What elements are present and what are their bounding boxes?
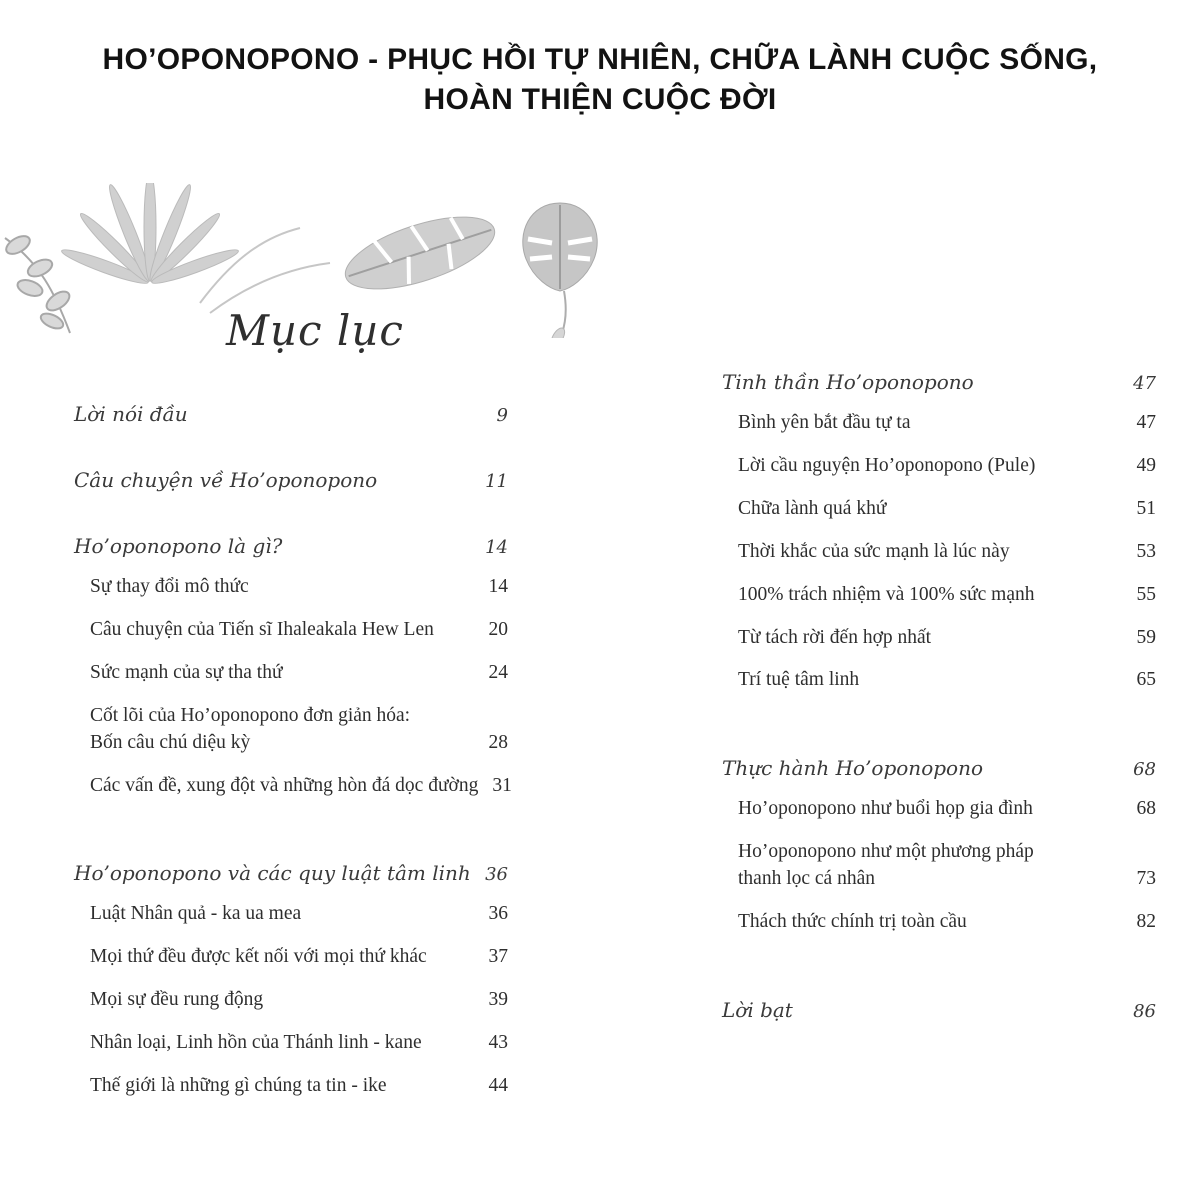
toc-entry-label [738,453,1035,480]
toc-section-items [74,574,512,799]
toc-entry-label [738,839,1034,893]
toc-entry [738,796,1156,823]
toc-entry-page-number: 55 [1136,583,1156,605]
toc-entry-page-number: 44 [488,1075,508,1097]
toc-section [722,998,1156,1022]
toc-section-items [722,796,1156,936]
toc-entry [90,1073,508,1100]
toc-entry-page-number: 73 [1136,868,1156,890]
toc-section-page-number: 86 [1133,1000,1156,1022]
toc-section [74,861,508,1100]
toc-section-label: Lời nói đầu [74,402,188,426]
toc-entry [90,574,508,601]
toc-section-page-number: 14 [485,537,508,558]
toc-entry [90,703,508,757]
toc-heading: Mục lục [226,306,404,355]
toc-entry-line: 100% trách nhiệm và 100% sức mạnh [738,583,1035,605]
toc-entry-page-number: 53 [1136,540,1156,562]
toc-entry-line: Luật Nhân quả - ka ua mea [90,903,302,925]
toc-entry-page-number: 36 [488,903,508,925]
toc-entry [90,660,508,687]
toc-entry-label [90,1030,422,1057]
toc-entry [90,1030,508,1057]
toc-entry [738,582,1156,609]
toc-section-page-number: 47 [1133,373,1156,394]
toc-entry-line: Thời khắc của sức mạnh là lúc này [738,540,1010,562]
toc-entry-page-number: 14 [488,576,508,597]
toc-entry-line: Mọi thứ đều được kết nối với mọi thứ khác [90,946,427,968]
toc-entry-line: Sức mạnh của sự tha thứ [90,661,283,683]
toc-entry-line: Cốt lõi của Ho’oponopono đơn giản hóa: [90,704,411,726]
toc-entry-label [738,496,886,523]
toc-section-heading [74,534,508,558]
toc-entry-label [90,773,478,800]
toc-entry [738,410,1156,437]
page-title-line1: HO’OPONOPONO - PHỤC HỒI TỰ NHIÊN, CHỮA LÀNH CUỘC SỐNG, [102,43,1098,76]
toc-entry [738,539,1156,566]
toc-section-label: Thực hành Ho’oponopono [722,756,983,781]
toc-entry-line: Ho’oponopono như một phương pháp [738,841,1034,863]
toc-entry [90,773,512,800]
toc-entry-page-number: 43 [488,1032,508,1054]
toc-entry-page-number: 65 [1136,669,1156,691]
toc-entry-page-number: 31 [492,774,512,796]
toc-section-heading [74,402,508,426]
toc-section-label: Tinh thần Ho’oponopono [722,370,974,394]
toc-section [722,370,1156,694]
toc-entry-label [90,944,427,971]
toc-entry-label [738,539,1010,566]
toc-section-label: Ho’oponopono và các quy luật tâm linh [74,861,471,886]
page-title [0,40,1200,119]
toc-entry-line: Lời cầu nguyện Ho’oponopono (Pule) [738,454,1036,476]
toc-section-page-number: 9 [496,405,508,426]
toc-section-label: Ho’oponopono là gì? [74,534,283,558]
toc-entry-line: Bốn câu chú diệu kỳ [90,731,251,753]
toc-entry [738,839,1156,893]
toc-entry-line: Câu chuyện của Tiến sĩ Ihaleakala Hew Len [90,618,434,640]
toc-section-items [74,901,508,1100]
toc-entry-line: Nhân loại, Linh hồn của Thánh linh - kane [90,1032,422,1054]
toc-section [74,534,512,799]
toc-section-heading [74,861,508,885]
toc-section [722,756,1156,936]
toc-entry-line: thanh lọc cá nhân [738,868,875,890]
toc-entry-line: Thế giới là những gì chúng ta tin - ike [90,1075,387,1097]
toc-entry-label [90,660,283,687]
toc-entry-page-number: 51 [1136,497,1156,519]
toc-entry-line: Từ tách rời đến hợp nhất [738,626,932,648]
toc-entry [90,901,508,928]
toc-entry-line: Thách thức chính trị toàn cầu [738,911,967,933]
toc-section-page-number: 68 [1133,759,1156,781]
toc-entry-label [90,901,301,928]
toc-entry-page-number: 28 [488,731,508,753]
toc-entry-line: Các vấn đề, xung đột và những hòn đá dọc đường [90,774,479,796]
toc-entry-label [90,617,434,644]
toc-section-label: Câu chuyện về Ho’oponopono [74,468,378,492]
toc-entry [90,987,508,1014]
toc-entry-line: Sự thay đổi mô thức [90,576,249,597]
toc-entry [738,667,1156,694]
toc-entry [738,496,1156,523]
toc-entry [90,944,508,971]
toc-entry-label [738,625,931,652]
toc-entry [90,617,508,644]
toc-section-heading [722,370,1156,394]
toc-entry-page-number: 82 [1136,911,1156,933]
toc-entry-page-number: 59 [1136,626,1156,648]
toc-entry-line: Trí tuệ tâm linh [738,669,860,691]
toc-entry-line: Ho’oponopono như buổi họp gia đình [738,798,1033,820]
toc-entry-page-number: 37 [488,946,508,968]
toc-entry-page-number: 68 [1136,798,1156,820]
toc-entry-line: Bình yên bắt đầu tự ta [738,412,911,433]
toc-section [74,402,508,426]
toc-section-page-number: 11 [485,471,508,492]
toc-entry [738,625,1156,652]
toc-column-right [722,370,1156,1022]
toc-entry-label [738,582,1035,609]
toc-entry-label [90,987,263,1014]
toc-section-heading [722,756,1156,780]
toc-section-heading [74,468,508,492]
toc-entry-page-number: 39 [488,989,508,1011]
toc-entry [738,909,1156,936]
toc-entry-line: Mọi sự đều rung động [90,989,264,1011]
toc-entry-page-number: 49 [1136,454,1156,476]
toc-entry-page-number: 24 [488,661,508,683]
toc-section-label: Lời bạt [722,997,793,1022]
toc-entry-label [738,410,911,437]
toc-entry-label [738,667,859,694]
toc-section-page-number: 36 [485,864,508,886]
toc-section [74,468,508,492]
toc-entry-page-number: 20 [488,618,508,640]
toc-entry-label [738,796,1033,823]
toc-entry [738,453,1156,480]
toc-entry-label [90,574,249,601]
page-title-line2: HOÀN THIỆN CUỘC ĐỜI [423,82,777,116]
toc-column-left [74,402,512,1100]
toc-entry-line: Chữa lành quá khứ [738,497,887,519]
toc-section-items [722,410,1156,694]
toc-entry-label [90,1073,387,1100]
toc-entry-label [738,909,967,936]
toc-entry-page-number: 47 [1136,412,1156,433]
toc-section-heading [722,998,1156,1022]
toc-entry-label [90,703,410,757]
